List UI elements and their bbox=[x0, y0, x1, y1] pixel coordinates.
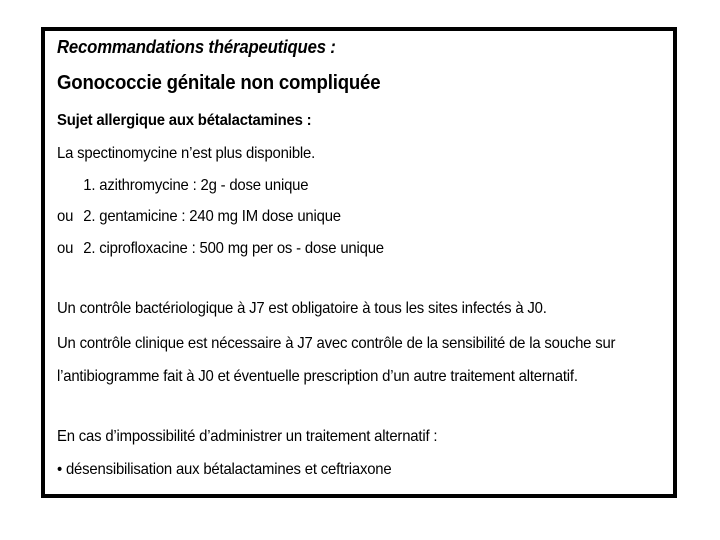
spectinomycin-note: La spectinomycine n’est plus disponible. bbox=[57, 145, 316, 162]
impossibility-heading: En cas d’impossibilité d’administrer un traitement alternatif : bbox=[57, 428, 438, 445]
control-clinique-text-1: Un contrôle clinique est nécessaire à J7 avec contrôle de la sensibilité de la souche sur bbox=[57, 335, 616, 352]
option-text: 2. gentamicine : 240 mg IM dose unique bbox=[83, 208, 341, 225]
control-bacterio-text: Un contrôle bactériologique à J7 est obligatoire à tous les sites infectés à J0. bbox=[57, 300, 547, 317]
allergy-heading: Sujet allergique aux bétalactamines : bbox=[57, 112, 312, 129]
bullet-item: • désensibilisation aux bétalactamines et ceftriaxone bbox=[57, 461, 392, 478]
option-text: 2. ciprofloxacine : 500 mg per os - dose unique bbox=[83, 240, 384, 257]
treatment-option-3 bbox=[57, 241, 384, 257]
treatment-option-1 bbox=[57, 178, 308, 194]
option-prefix: ou bbox=[57, 208, 74, 225]
option-text: 1. azithromycine : 2g - dose unique bbox=[83, 177, 309, 194]
document-frame bbox=[41, 27, 677, 498]
option-prefix: ou bbox=[57, 240, 74, 257]
document-subtitle: Gonococcie génitale non compliquée bbox=[57, 72, 381, 94]
treatment-option-2 bbox=[57, 209, 341, 225]
control-clinique-text-2: l’antibiogramme fait à J0 et éventuelle prescription d’un autre traitement alternatif. bbox=[57, 368, 578, 385]
document-title: Recommandations thérapeutiques : bbox=[57, 37, 336, 57]
